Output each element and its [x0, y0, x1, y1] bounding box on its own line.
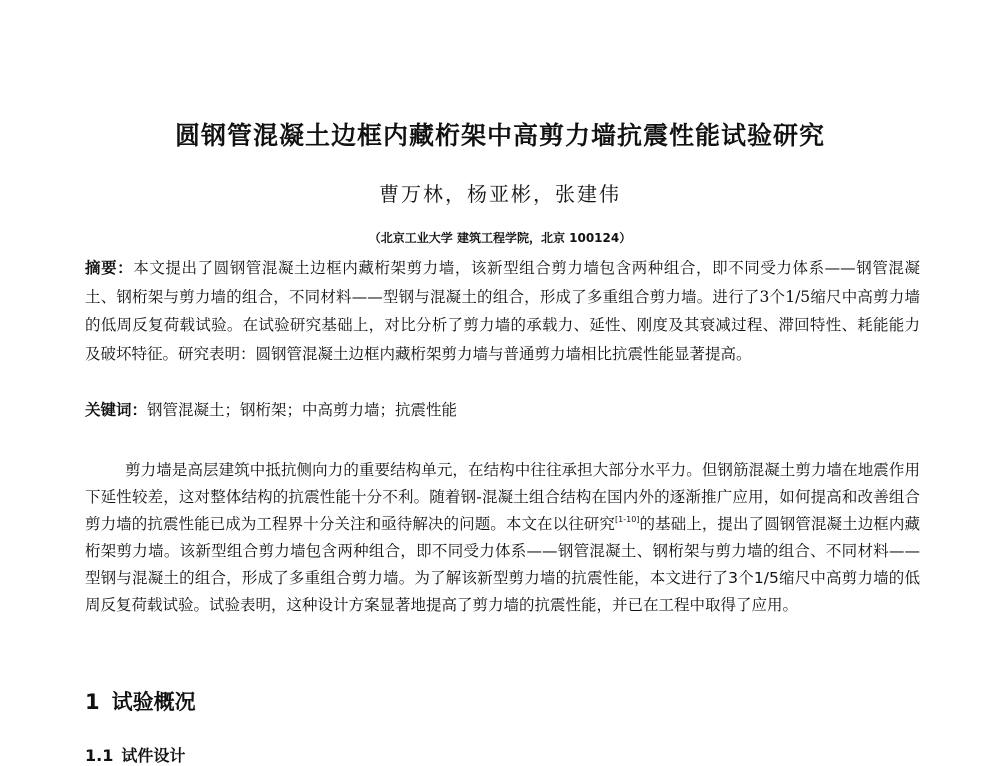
subsection-title: 试件设计	[121, 746, 186, 765]
section-title: 试验概况	[111, 690, 196, 714]
intro-paragraph	[85, 457, 920, 619]
intro-text-part2: 的基础上，提出了圆钢管混凝土边框内藏桁架剪力墙。该新型组合剪力墙包含两种组合，即不同受力体系——钢管混凝土、钢桁架与剪力墙的组合、不同材料——型钢与混凝土的组合，形成了多重组合剪力墙。为了解该新型剪力墙的抗震性能，本文进行了3个1/5缩尺中高剪力墙的低周反复荷载试验。试验表明，这种设计方案显著地提高了剪力墙的抗震性能，并已在工程中取得了应用。	[85, 515, 920, 614]
citation-ref: [1-10]	[615, 515, 640, 524]
section-heading	[85, 686, 196, 716]
paper-authors: 曹万林，杨亚彬，张建伟	[379, 182, 621, 206]
abstract-block	[85, 254, 920, 368]
keywords-label: 关键词：	[85, 401, 148, 419]
section-number: 1	[85, 690, 100, 714]
paper-affiliation: （北京工业大学 建筑工程学院，北京 100124）	[368, 231, 632, 245]
paper-title: 圆钢管混凝土边框内藏桁架中高剪力墙抗震性能试验研究	[174, 121, 825, 150]
subsection-number: 1.1	[85, 746, 114, 765]
abstract-label: 摘要：	[85, 259, 134, 277]
keywords-text: 钢管混凝土；钢桁架；中高剪力墙；抗震性能	[147, 401, 458, 419]
intro-text-part1: 剪力墙是高层建筑中抵抗侧向力的重要结构单元，在结构中往往承担大部分水平力。但钢筋混凝土剪力墙在地震作用下延性较差，这对整体结构的抗震性能十分不利。随着钢-混凝土组合结构在国内外的逐渐推广应用，如何提高和改善组合剪力墙的抗震性能已成为工程界十分关注和亟待解决的问题。本文在以往研究	[85, 461, 920, 533]
keywords-block	[85, 396, 920, 424]
abstract-text: 本文提出了圆钢管混凝土边框内藏桁架剪力墙，该新型组合剪力墙包含两种组合，即不同受力体系——钢管混凝土、钢桁架与剪力墙的组合，不同材料——型钢与混凝土的组合，形成了多重组合剪力墙。进行了3个1/5缩尺中高剪力墙的低周反复荷载试验。在试验研究基础上，对比分析了剪力墙的承载力、延性、刚度及其衰减过程、滞回特性、耗能能力及破坏特征。研究表明：圆钢管混凝土边框内藏桁架剪力墙与普通剪力墙相比抗震性能显著提高。	[85, 259, 920, 363]
subsection-heading	[85, 743, 185, 766]
